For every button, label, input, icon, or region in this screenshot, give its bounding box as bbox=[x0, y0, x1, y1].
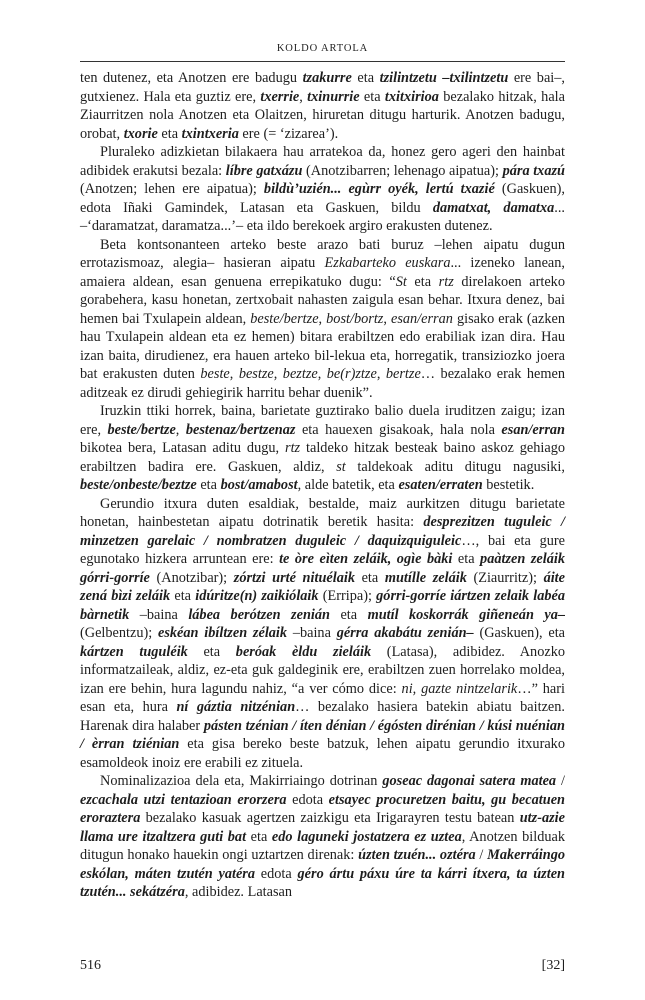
example-term: górri-gorríe iártzen zelaik labéa bàrnetik bbox=[80, 588, 566, 623]
text-run: (Anotzen; lehen ere aipatua); bbox=[80, 181, 264, 197]
text-run: Beta kontsonanteen arteko beste arazo bati buruz –lehen aipatu dugun errotazismoaz, alegia– hasieran aipatu bbox=[80, 236, 565, 271]
text-run: (Gaskuen), edota Iñaki Gamindek, Latasan eta Gaskuen, bildu bbox=[80, 181, 565, 216]
italic-term: ni, gazte nintzelarik bbox=[401, 680, 518, 697]
text-run: eta gisa bereko beste batzuk, lehen aipatu gerundio itxurako esamoldeok inoiz ere erabili ez zituela. bbox=[80, 736, 565, 771]
italic-term: rtz bbox=[285, 440, 301, 456]
example-term: Makerráingo eskólan, máten tzutén yatéra bbox=[80, 847, 566, 882]
text-run: ere (= ‘zizarea’). bbox=[238, 125, 339, 142]
example-term: txorie bbox=[123, 125, 158, 142]
text-run: , bbox=[273, 366, 283, 382]
example-term: edo laguneki jostatzera ez uztea bbox=[271, 828, 462, 845]
italic-term: Ezkabarteko euskara bbox=[324, 255, 451, 271]
text-run: –baina bbox=[287, 625, 337, 641]
example-term: esaten/erraten bbox=[398, 477, 483, 493]
text-run: (Anotzibar); bbox=[149, 569, 234, 586]
example-term: bestenaz/bertzenaz bbox=[185, 421, 296, 438]
paragraph bbox=[80, 495, 565, 773]
text-run: eta bbox=[406, 273, 439, 290]
text-run: , bbox=[175, 421, 186, 438]
text-run: ... izeneko lanean, amaiera aldean, esan genuena errepikatuko dugu: “ bbox=[80, 255, 565, 290]
text-run: edota bbox=[286, 791, 329, 808]
text-run: eta bbox=[452, 551, 481, 567]
text-run: , bbox=[318, 310, 327, 327]
paragraph bbox=[80, 772, 565, 902]
example-term: etsayec procuretzen baitu, gu becatuen eroraztera bbox=[80, 791, 565, 826]
text-run: / bbox=[475, 847, 488, 863]
example-term: géro ártu páxu úre ta kárri ítxera, ta úzten tzutén... sekátzéra bbox=[80, 865, 565, 900]
text-run: taldeko hitzak besteak baino askoz gehiago erabiltzen badira ere. Gaskuen, aldiz, bbox=[80, 440, 565, 475]
example-term: mutílle zeláik bbox=[384, 569, 467, 586]
example-term: beste/onbeste/beztze bbox=[80, 477, 197, 493]
text-run: Pluraleko adizkietan bilakaera hau arratekoa da, honez gero ageri den hainbat adibidek erakutsi bezala: bbox=[80, 144, 565, 179]
example-term: bost/amabost bbox=[220, 477, 298, 493]
example-term: txitxirioa bbox=[384, 88, 439, 105]
text-run: / bbox=[556, 773, 565, 789]
text-run: ten dutenez, eta Anotzen ere badugu bbox=[80, 70, 303, 86]
example-term: pásten tzénian / íten dénian / égósten dirénian / kúsi nuénian / èrran tziénian bbox=[80, 717, 566, 752]
text-run: eta bbox=[354, 569, 385, 586]
text-run: eta hauexen gisakoak, hala nola bbox=[295, 421, 502, 438]
italic-term: rtz bbox=[438, 273, 454, 290]
example-term: desprezitzen tuguleic / minzetzen garelaic / nombratzen duguleic / daquizquiguleic bbox=[80, 514, 565, 549]
example-term: txinurrie bbox=[307, 88, 360, 105]
text-run: (Gelbentzu); bbox=[80, 625, 158, 641]
example-term: áite zená bìzi zeláik bbox=[80, 569, 566, 604]
text-run: …, bai eta gure egunotako hizkera arruntean ere: bbox=[80, 532, 565, 567]
example-term: ezcachala utzi tentazioan erorzera bbox=[80, 791, 287, 808]
text-run: , adibidez. Latasan bbox=[184, 884, 293, 900]
example-term: bildù’uzién... egùrr oyék, lertú txazié bbox=[263, 181, 495, 197]
italic-term: beztze bbox=[282, 366, 318, 382]
text-run: , bbox=[376, 366, 386, 382]
text-run: direlakoen arteko gorabehera, kasu honetan, zertxobait nahasten zaigula esan behar. Itxura denez, bai hemen bai Txulapein aldean, bbox=[80, 273, 565, 327]
page-number: 516 bbox=[80, 958, 101, 973]
text-run: eta bbox=[170, 588, 196, 604]
text-run: bezalako kasuak agertzen zaizkigu eta Irigarayren testu batean bbox=[140, 810, 520, 826]
text-run: (Gaskuen), eta bbox=[473, 625, 566, 641]
example-term: mutíl koskorrák giñeneán ya– bbox=[367, 606, 565, 623]
example-term: utz-azie llama ure itzaltzera guti bat bbox=[80, 810, 565, 845]
text-run: eta bbox=[246, 828, 272, 845]
header-rule bbox=[80, 61, 565, 62]
example-term: beste/bertze bbox=[107, 421, 176, 438]
example-term: idúritze(n) zaikiólaik bbox=[195, 588, 319, 604]
text-run: eta bbox=[351, 70, 380, 86]
example-term: damatxat, damatxa bbox=[432, 199, 555, 216]
example-term: esan/erran bbox=[501, 421, 565, 438]
text-run: , bbox=[299, 88, 308, 105]
example-term: paàtzen zeláik górri-gorríe bbox=[80, 551, 565, 586]
example-term: zórtzi urté nituélaik bbox=[233, 569, 355, 586]
original-page-number: [32] bbox=[541, 958, 565, 973]
italic-term: St bbox=[395, 273, 407, 290]
text-run: bezalako hitzak, hala Ziaurritzen nola Anotzen eta Olaitzen, hiruretan ditugu harturik. Anotzen badugu, orobat, bbox=[80, 88, 565, 142]
running-header: KOLDO ARTOLA bbox=[276, 43, 369, 54]
paragraph bbox=[80, 236, 565, 403]
example-term: lábea berótzen zenián bbox=[188, 606, 330, 623]
text-run: (Erripa); bbox=[318, 588, 377, 604]
text-run: eta bbox=[359, 88, 385, 105]
text-run: (Latasa), adibidez. Anozko informatzaileak, aldiz, ez-eta guk galdeginik ere, erabiltzen zuen horrelako moldea, izan ere behin, hura lagundu nahiz, “a ver cómo dice: bbox=[80, 643, 565, 697]
example-term: eskéan ibíltzen zélaik bbox=[158, 625, 288, 641]
italic-term: beste bbox=[200, 366, 230, 382]
text-run: taldekoak aditu ditugu nagusiki, bbox=[345, 458, 565, 475]
italic-term: beste/bertze bbox=[250, 310, 319, 327]
text-run: (Ziaurritz); bbox=[466, 569, 544, 586]
text-run: ere bai–, gutxienez. Hala eta guztiz ere, bbox=[80, 70, 565, 105]
text-run: … bezalako erak hemen aditzeak ez dirudi gehiegirik harritu behar duenik”. bbox=[80, 366, 565, 401]
paragraph bbox=[80, 143, 565, 236]
italic-term: bestze bbox=[238, 366, 274, 382]
example-term: goseac dagonai satera matea bbox=[382, 773, 557, 789]
body-text bbox=[80, 69, 565, 902]
text-run: eta bbox=[157, 125, 182, 142]
italic-term: be(r)ztze bbox=[326, 366, 377, 382]
example-term: ní gáztia nitzénian bbox=[176, 699, 296, 715]
example-term: txerrie bbox=[260, 88, 300, 105]
paragraph bbox=[80, 69, 565, 143]
example-term: úzten tzuén... oztéra bbox=[358, 847, 476, 863]
text-run: , bbox=[229, 366, 239, 382]
text-run: –baina bbox=[129, 606, 189, 623]
text-run: eta bbox=[187, 643, 236, 660]
text-run: , Anotzen bilduak ditugun honako hauekin ongi uztartzen direnak: bbox=[80, 828, 565, 863]
example-term: txintxeria bbox=[181, 125, 239, 142]
text-run: Nominalizazioa dela eta, Makirriaingo dotrinan bbox=[100, 773, 383, 789]
italic-term: st bbox=[336, 458, 346, 475]
text-run: bestetik. bbox=[482, 477, 535, 493]
text-run: , bbox=[317, 366, 327, 382]
text-run: Iruzkin ttiki horrek, baina, barietate guztirako balio duela iruditzen zaigu; izan ere, bbox=[80, 403, 565, 438]
example-term: gérra akabátu zenián– bbox=[336, 625, 474, 641]
example-term: pára txazú bbox=[502, 162, 565, 179]
text-run: eta bbox=[196, 477, 221, 493]
text-run: edota bbox=[255, 865, 298, 882]
paragraph bbox=[80, 402, 565, 495]
text-run: eta bbox=[329, 606, 368, 623]
example-term: kártzen tuguléik bbox=[80, 643, 188, 660]
text-run: … bezalako hasiera batekin abiatu baitzen. Harenak dira halaber bbox=[80, 699, 565, 734]
text-run: , bbox=[383, 310, 391, 327]
example-term: tzakurre bbox=[302, 70, 352, 86]
example-term: beróak èldu zieláik bbox=[235, 643, 372, 660]
text-run: Gerundio itxura duten esaldiak, bestalde, maiz aurkitzen ditugu barietate honetan, hainbestetan aipatu dotrinatik beretik hasita: bbox=[80, 495, 565, 530]
example-term: tzilintzetu –txilintzetu bbox=[379, 70, 509, 86]
text-run: (Anotzibarren; lehenago aipatua); bbox=[302, 162, 503, 179]
italic-term: esan/erran bbox=[390, 310, 453, 327]
text-run: gisako erak (azken hau Txulapein aldean eta ez hemen) bitara erabiltzen edo erabiliak izan dira. Hau izan baita, dirudienez, era hauen arteko bil-lekua eta, horregatik, transiziozko joera bat erakusten duten bbox=[80, 310, 566, 382]
text-run: ... –‘daramatzat, daramatza...’– eta ildo berekoek argiro erakusten dutenez. bbox=[80, 199, 565, 234]
italic-term: bertze bbox=[385, 366, 421, 382]
example-term: líbre gatxázu bbox=[225, 162, 303, 179]
text-run: bikotea bera, Latasan aditu dugu, bbox=[80, 440, 285, 456]
text-run: , alde batetik, eta bbox=[297, 477, 399, 493]
example-term: te òre eìten zeláik, ogìe bàki bbox=[279, 551, 453, 567]
text-run: …” hari esan eta, hura bbox=[80, 680, 565, 715]
italic-term: bost/bortz bbox=[326, 310, 384, 327]
